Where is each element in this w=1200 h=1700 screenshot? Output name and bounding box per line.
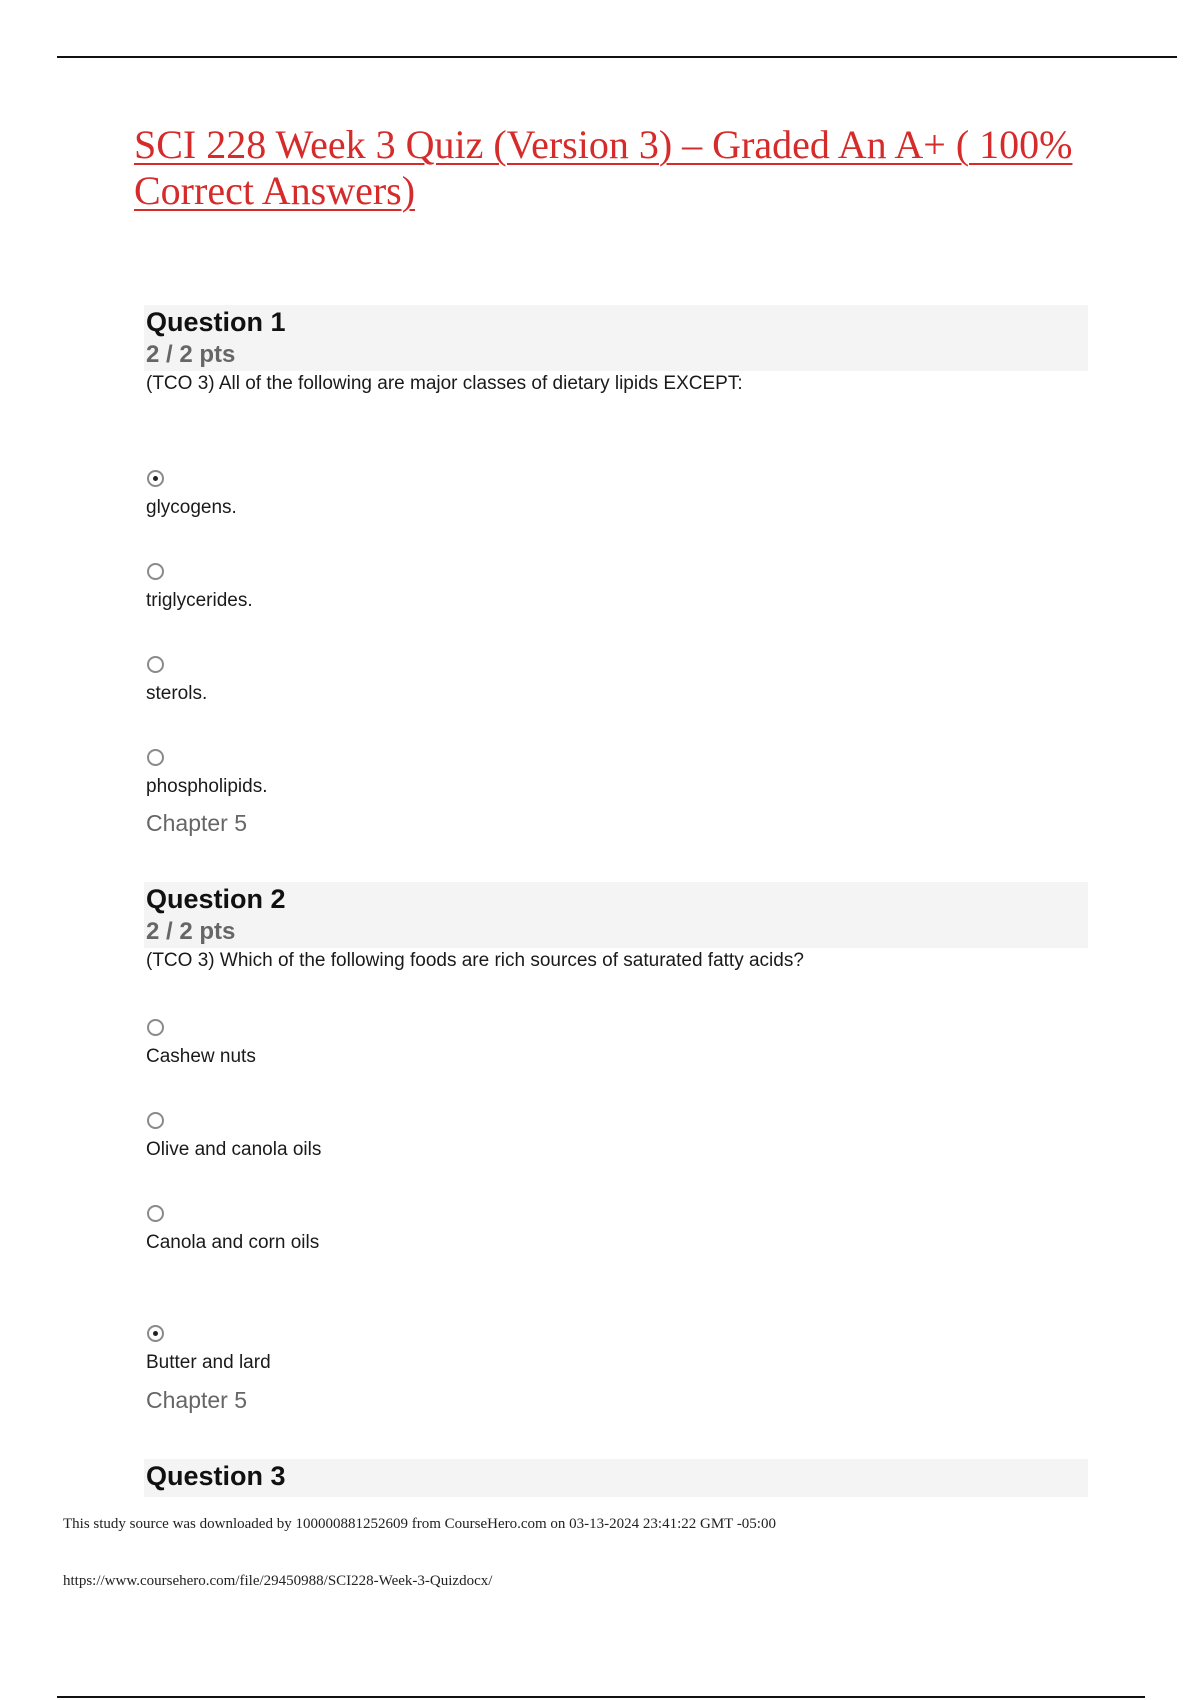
question-2-option-2-label: Olive and canola oils (146, 1139, 322, 1160)
question-1-option-4-radio[interactable] (147, 749, 164, 766)
question-1-option-3-radio[interactable] (147, 656, 164, 673)
question-2-option-4-radio[interactable] (147, 1325, 164, 1342)
question-1-points: 2 / 2 pts (146, 341, 236, 368)
bottom-rule (57, 1696, 1145, 1698)
question-1-option-2-radio[interactable] (147, 563, 164, 580)
question-2-reference: Chapter 5 (146, 1387, 248, 1413)
question-2-option-4-label: Butter and lard (146, 1352, 271, 1373)
top-rule (57, 56, 1177, 58)
question-3-title: Question 3 (146, 1461, 286, 1491)
question-2-option-3-radio[interactable] (147, 1205, 164, 1222)
question-2-option-3-label: Canola and corn oils (146, 1232, 320, 1253)
question-1-option-2-label: triglycerides. (146, 590, 253, 611)
question-2-text: (TCO 3) Which of the following foods are rich sources of saturated fatty acids? (146, 950, 804, 971)
question-2-title: Question 2 (146, 884, 286, 914)
source-url[interactable]: https://www.coursehero.com/file/29450988/SCI228-Week-3-Quizdocx/ (63, 1573, 493, 1589)
question-1-text: (TCO 3) All of the following are major classes of dietary lipids EXCEPT: (146, 373, 743, 394)
question-1-option-3-label: sterols. (146, 683, 208, 704)
question-2-option-2-radio[interactable] (147, 1112, 164, 1129)
question-1-header (144, 305, 1088, 371)
question-2-points: 2 / 2 pts (146, 918, 236, 945)
question-1-title: Question 1 (146, 307, 286, 337)
document-title: SCI 228 Week 3 Quiz (Version 3) – Graded An A+ ( 100% Correct Answers) (134, 122, 1073, 213)
download-notice: This study source was downloaded by 100000881252609 from CourseHero.com on 03-13-2024 23:41:22 GMT -05:00 (63, 1516, 776, 1532)
question-1-reference: Chapter 5 (146, 810, 248, 836)
question-2-option-1-radio[interactable] (147, 1019, 164, 1036)
question-1-option-1-label: glycogens. (146, 497, 237, 518)
question-3-header (144, 1459, 1088, 1497)
question-2-option-1-label: Cashew nuts (146, 1046, 256, 1067)
question-1-option-1-radio[interactable] (147, 470, 164, 487)
question-1-option-4-label: phospholipids. (146, 776, 268, 797)
question-2-header (144, 882, 1088, 948)
